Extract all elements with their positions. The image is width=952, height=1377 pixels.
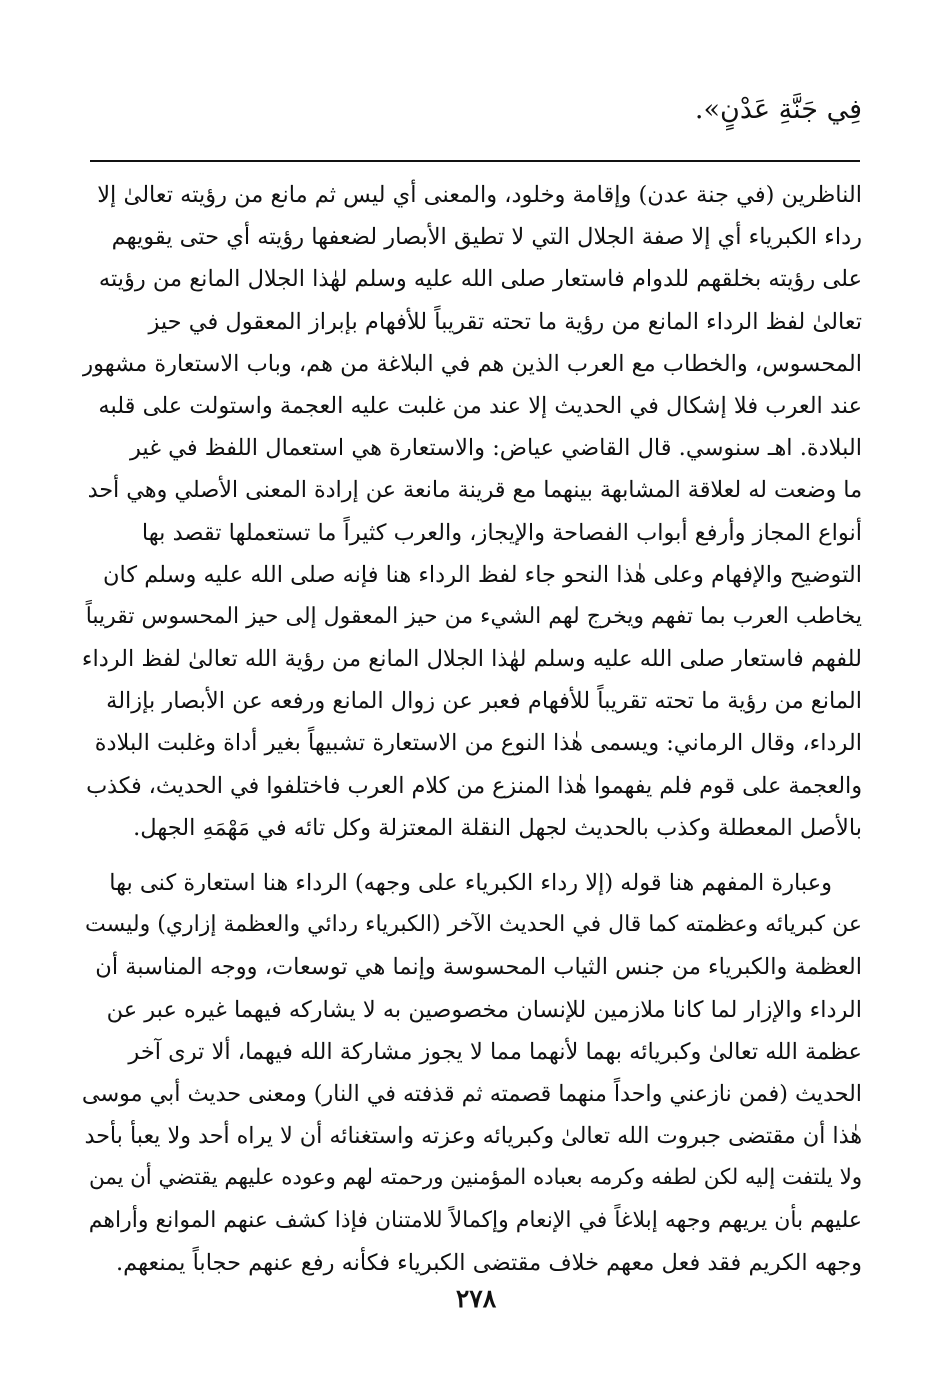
text-line: عظمة الله تعالىٰ وكبريائه بهما لأنهما مما لا يجوز مشاركة الله فيهما، ألا ترى آخر bbox=[128, 1038, 862, 1065]
text-line: التوضيح والإفهام وعلى هٰذا النحو جاء لفظ الرداء هنا فإنه صلى الله عليه وسلم كان bbox=[102, 561, 862, 588]
text-line: الناظرين (في جنة عدن) وإقامة وخلود، والمعنى أي ليس ثم مانع من رؤيته تعالىٰ إلا bbox=[97, 182, 862, 208]
text-line: الرداء والإزار لما كانا ملازمين للإنسان مخصوصين به لا يشاركه فيهما غيره عبر عن bbox=[106, 996, 862, 1023]
text-line: أنواع المجاز وأرفع أبواب الفصاحة والإيجاز، والعرب كثيراً ما تستعملها تقصد بها bbox=[141, 519, 862, 546]
text-line: ما وضعت له لعلاقة المشابهة بينهما مع قرينة مانعة عن إرادة المعنى الأصلي وهي أحد bbox=[87, 477, 862, 504]
commentary-body bbox=[82, 174, 862, 1284]
text-line: ولا يلتفت إليه لكن لطفه وكرمه بعباده المؤمنين ورحمته لهم وعوده عليهم يقتضي أن يمن bbox=[89, 1165, 862, 1191]
text-line: للفهم فاستعار صلى الله عليه وسلم لهٰذا الجلال المانع من رؤية الله تعالىٰ لفظ الرداء bbox=[82, 646, 862, 673]
paragraph-1 bbox=[82, 174, 862, 849]
text-line: وعبارة المفهم هنا قوله (إلا رداء الكبرياء على وجهه) الرداء هنا استعارة كنى بها bbox=[109, 870, 832, 896]
text-line: البلادة. اهـ سنوسي. قال القاضي عياض: والاستعارة هي استعمال اللفظ في غير bbox=[129, 435, 862, 462]
text-line: تعالىٰ لفظ الرداء المانع من رؤية ما تحته تقريباً للأفهام بإبراز المعقول في حيز bbox=[148, 308, 862, 335]
paragraph-2 bbox=[82, 862, 862, 1284]
text-line: المحسوس، والخطاب مع العرب الذين هم في البلاغة من هم، وباب الاستعارة مشهور bbox=[82, 350, 862, 377]
text-line: عليهم بأن يريهم وجهه إبلاغاً في الإنعام وإكمالاً للامتنان فإذا كشف عنهم الموانع وأراهم bbox=[88, 1207, 862, 1233]
text-line: عند العرب فلا إشكال في الحديث إلا عند من غلبت عليه العجمة واستولت على قلبه bbox=[98, 392, 862, 419]
text-line: رداء الكبرياء أي إلا صفة الجلال التي لا تطيق الأبصار لضعفها رؤيته أي حتى يقويهم bbox=[111, 224, 862, 251]
text-line: الحديث (فمن نازعني واحداً منهما قصمته ثم قذفته في النار) ومعنى حديث أبي موسى bbox=[82, 1080, 862, 1107]
page-number: ٢٧٨ bbox=[455, 1284, 497, 1313]
text-line: بالأصل المعطلة وكذب بالحديث لجهل النقلة المعتزلة وكل تائه في مَهْمَهِ الجهل. bbox=[133, 814, 862, 841]
hadith-text-ending: فِي جَنَّةِ عَدْنٍ». bbox=[694, 94, 862, 125]
text-line: على رؤيته بخلقهم للدوام فاستعار صلى الله عليه وسلم لهٰذا الجلال المانع من رؤيته bbox=[98, 266, 862, 293]
text-line: وجهه الكريم فقد فعل معهم خلاف مقتضى الكبرياء فكأنه رفع عنهم حجاباً يمنعهم. bbox=[116, 1249, 862, 1276]
text-line: المانع من رؤية ما تحته تقريباً للأفهام فعبر عن زوال المانع ورفعه عن الأبصار بإزالة bbox=[106, 688, 862, 715]
text-line: يخاطب العرب بما تفهم ويخرج لهم الشيء من حيز المعقول إلى حيز المحسوس تقريباً bbox=[85, 603, 862, 629]
separator-rule bbox=[90, 160, 860, 162]
text-line: الرداء، وقال الرماني: ويسمى هٰذا النوع من الاستعارة تشبيهاً بغير أداة وغلبت البلادة bbox=[94, 730, 862, 757]
text-line: والعجمة على قوم فلم يفهموا هٰذا المنزع من كلام العرب فاختلفوا في الحديث، فكذب bbox=[86, 772, 862, 799]
text-line: هٰذا أن مقتضى جبروت الله تعالىٰ وكبريائه وعزته واستغنائه أن لا يراه أحد ولا يعبأ بأحد bbox=[84, 1123, 862, 1150]
text-line: عن كبريائه وعظمته كما قال في الحديث الآخر (الكبرياء ردائي والعظمة إزاري) وليست bbox=[85, 912, 862, 938]
text-line: العظمة والكبرياء من جنس الثياب المحسوسة وإنما هي توسعات، ووجه المناسبة أن bbox=[95, 954, 862, 981]
paragraph-gap bbox=[82, 849, 862, 862]
